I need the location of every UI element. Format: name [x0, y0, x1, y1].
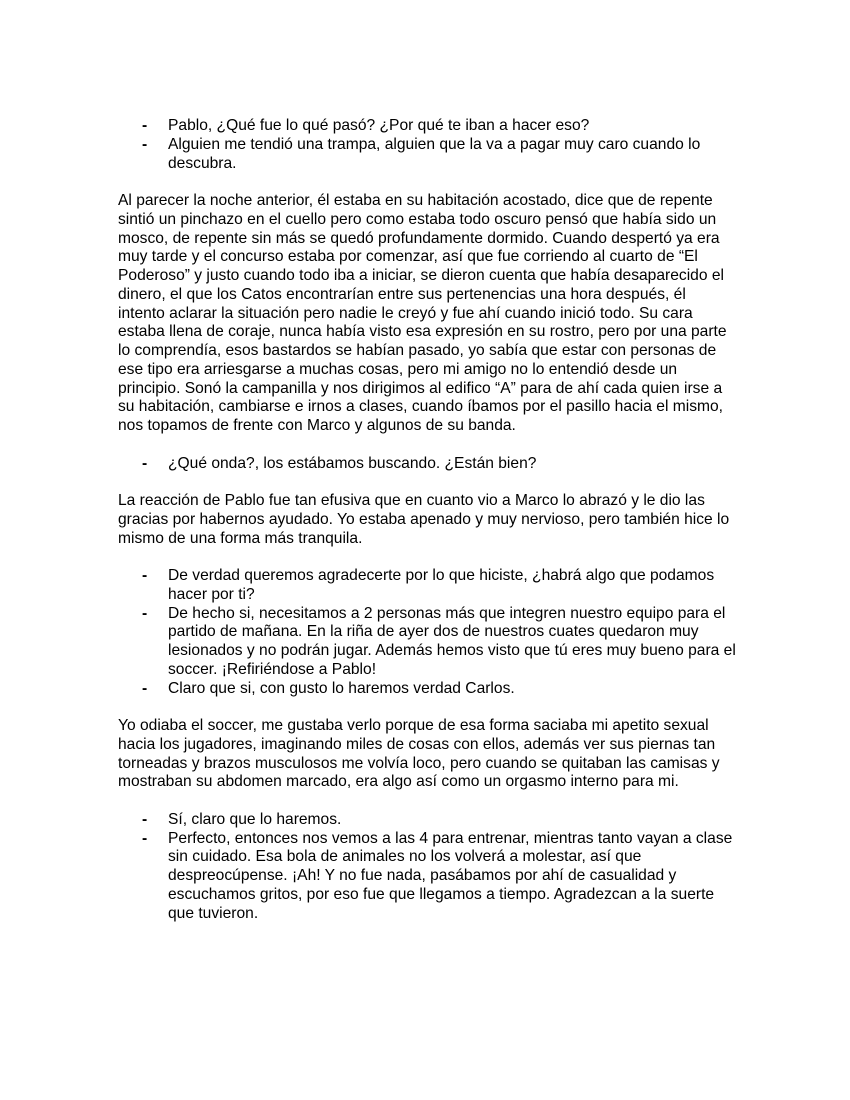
- dialogue-line: [118, 830, 736, 924]
- dialogue-text: Sí, claro que lo haremos.: [168, 810, 342, 828]
- dialogue-text: Pablo, ¿Qué fue lo qué pasó? ¿Por qué te iban a hacer eso?: [168, 117, 590, 134]
- dialogue-text: Claro que si, con gusto lo haremos verdad Carlos.: [168, 679, 515, 697]
- dialogue-text: Perfecto, entonces nos vemos a las 4 para entrenar, mientras tanto vayan a clase sin cuidado. Esa bola de animales no los volverá a molestar, así que despreocúpense. ¡Ah! Y no fue nada, pasábamos por ahí de casualidad y escuchamos gritos, por eso fue que llegamos a tiempo. Agradezcan a la suerte que tuvieron.: [168, 829, 733, 922]
- dialogue-text: De verdad queremos agradecerte por lo que hiciste, ¿habrá algo que podamos hacer por ti?: [168, 567, 715, 603]
- dialogue-line: [118, 811, 736, 830]
- dialogue-line: [118, 136, 736, 174]
- dash-bullet: -: [142, 829, 148, 847]
- dialogue-block-2: [118, 455, 736, 474]
- dialogue-block-4: [118, 811, 736, 924]
- dash-bullet: -: [142, 454, 148, 472]
- document-body: [118, 117, 736, 942]
- narrative-paragraph: Al parecer la noche anterior, él estaba en su habitación acostado, dice que de repente sintió un pinchazo en el cuello pero como estaba todo oscuro pensó que había sido un mosco, de repente sin más se quedó profundamente dormido. Cuando despertó ya era muy tarde y el concurso estaba por comenzar, así que fue corriendo al cuarto de “El Poderoso” y justo cuando todo iba a iniciar, se dieron cuenta que había desaparecido el dinero, el que los Catos encontrarían entre sus pertenencias una hora después, él intento aclarar la situación pero nadie le creyó y fue ahí cuando inició todo. Su cara estaba llena de coraje, nunca había visto esa expresión en su rostro, pero por una parte lo comprendía, esos bastardos se habían pasado, yo sabía que estar con personas de ese tipo era arriesgarse a muchas cosas, pero mi amigo no lo entendió desde un principio. Sonó la campanilla y nos dirigimos al edifico “A” para de ahí cada quien irse a su habitación, cambiarse e irnos a clases, cuando íbamos por el pasillo hacia el mismo, nos topamos de frente con Marco y algunos de su banda.: [118, 192, 727, 434]
- dialogue-block-3: [118, 567, 736, 698]
- dialogue-line: [118, 117, 736, 136]
- narrative-paragraph: Yo odiaba el soccer, me gustaba verlo porque de esa forma saciaba mi apetito sexual hacia los jugadores, imaginando miles de cosas con ellos, además ver sus piernas tan torneadas y brazos musculosos me volvía loco, pero cuando se quitaban las camisas y mostraban su abdomen marcado, era algo así como un orgasmo interno para mi.: [118, 717, 720, 791]
- dash-bullet: -: [142, 567, 148, 584]
- dialogue-line: [118, 605, 736, 680]
- narrative-paragraph: La reacción de Pablo fue tan efusiva que en cuanto vio a Marco lo abrazó y le dio las gracias por habernos ayudado. Yo estaba apenado y muy nervioso, pero también hice lo mismo de una forma más tranquila.: [118, 492, 730, 547]
- dialogue-text: Alguien me tendió una trampa, alguien que la va a pagar muy caro cuando lo descubra.: [168, 135, 701, 172]
- dialogue-line: [118, 567, 736, 605]
- dialogue-line: [118, 455, 736, 474]
- dash-bullet: -: [142, 679, 148, 697]
- dash-bullet: -: [142, 810, 148, 828]
- dash-bullet: -: [142, 135, 148, 153]
- dash-bullet: -: [142, 117, 148, 134]
- dialogue-text: ¿Qué onda?, los estábamos buscando. ¿Están bien?: [168, 454, 537, 472]
- dialogue-line: [118, 680, 736, 699]
- dialogue-text: De hecho si, necesitamos a 2 personas más que integren nuestro equipo para el partido de mañana. En la riña de ayer dos de nuestros cuates quedaron muy lesionados y no podrán jugar. Además hemos visto que tú eres muy bueno para el soccer. ¡Refiriéndose a Pablo!: [168, 604, 736, 678]
- dialogue-block-1: [118, 117, 736, 173]
- dash-bullet: -: [142, 604, 148, 622]
